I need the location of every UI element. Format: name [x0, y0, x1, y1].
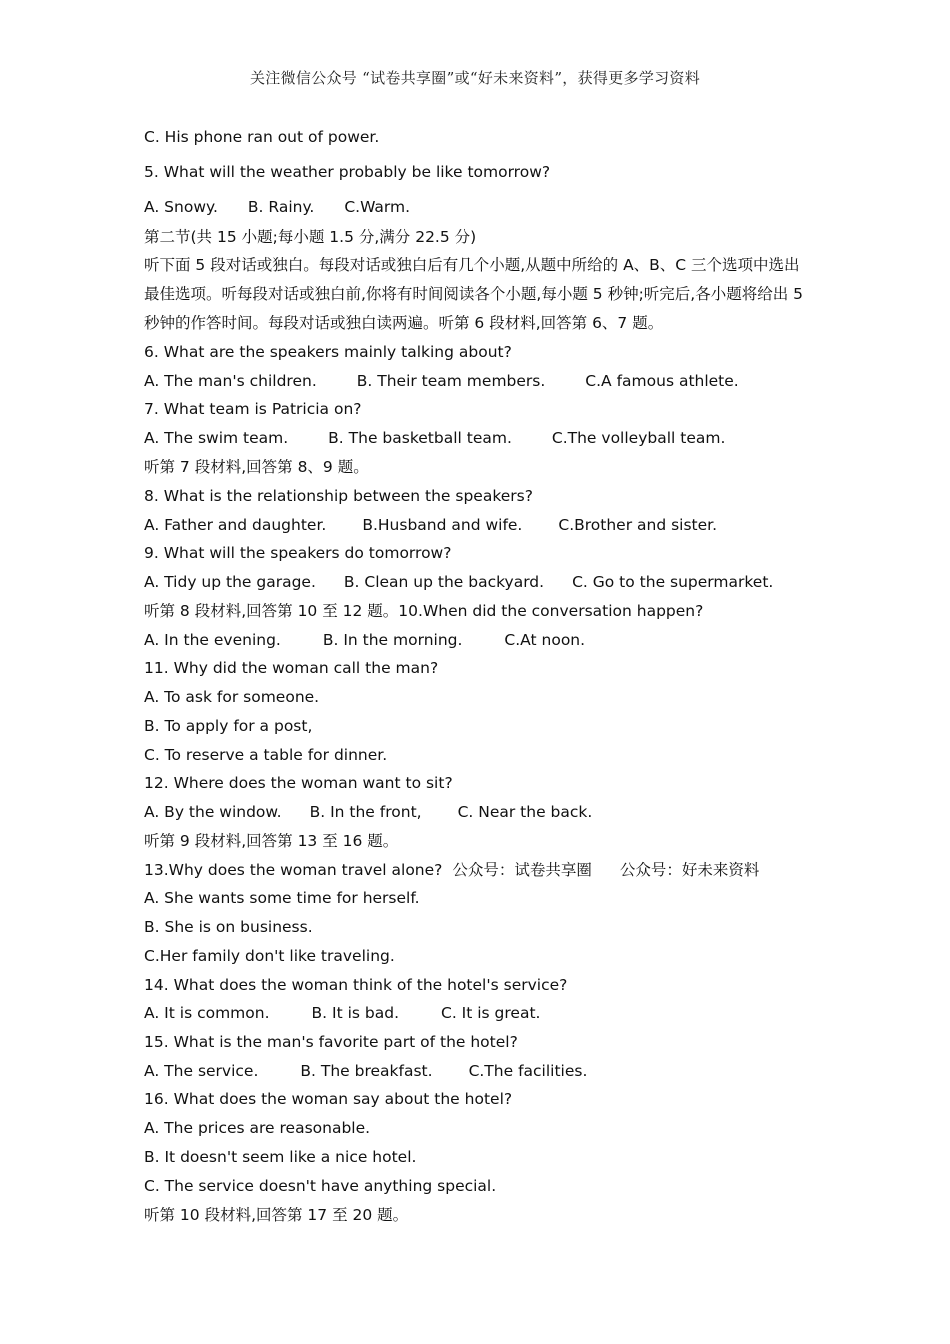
question-13-option-a: A. She wants some time for herself. [144, 889, 420, 907]
option-b: B. In the morning. [322, 631, 463, 649]
section-heading: 第二节(共 15 小题;每小题 1.5 分,满分 22.5 分) [144, 228, 477, 246]
question-14: 14. What does the woman think of the hotel's service? [144, 976, 568, 994]
question-10-options [144, 630, 824, 650]
option-c: C.The volleyball team. [551, 429, 726, 447]
question-5: 5. What will the weather probably be like tomorrow? [144, 163, 551, 181]
material-9-instruction: 听第 9 段材料,回答第 13 至 16 题。 [144, 832, 399, 850]
option-c: C.Warm. [344, 198, 411, 216]
question-11: 11. Why did the woman call the man? [144, 659, 439, 677]
question-11-option-a: A. To ask for someone. [144, 688, 320, 706]
question-7: 7. What team is Patricia on? [144, 400, 362, 418]
option-a: A. It is common. [144, 1004, 270, 1022]
option-c: C. Near the back. [457, 803, 593, 821]
option-b: B. It is bad. [311, 1004, 399, 1022]
option-c: C. It is great. [441, 1004, 541, 1022]
question-9-options [144, 572, 824, 592]
option-a: A. Father and daughter. [144, 516, 327, 534]
option-a: A. The swim team. [144, 429, 289, 447]
question-11-option-c: C. To reserve a table for dinner. [144, 746, 388, 764]
question-13 [144, 860, 824, 880]
material-8-instruction: 听第 8 段材料,回答第 10 至 12 题。10.When did the conversation happen? [144, 602, 704, 620]
option-c: C.At noon. [504, 631, 586, 649]
option-b: B. Rainy. [247, 198, 315, 216]
question-14-options [144, 1003, 824, 1023]
question-6: 6. What are the speakers mainly talking about? [144, 343, 512, 361]
option-b: B. Their team members. [356, 372, 546, 390]
option-b: B. The breakfast. [300, 1062, 433, 1080]
question-11-option-b: B. To apply for a post, [144, 717, 313, 735]
question-12: 12. Where does the woman want to sit? [144, 774, 453, 792]
option-c: C. Go to the supermarket. [572, 573, 774, 591]
option-a: A. By the window. [144, 803, 282, 821]
option-a: A. The service. [144, 1062, 259, 1080]
question-16: 16. What does the woman say about the hotel? [144, 1090, 513, 1108]
question-16-option-a: A. The prices are reasonable. [144, 1119, 371, 1137]
option-a: A. The man's children. [144, 372, 317, 390]
option-c: C.A famous athlete. [585, 372, 739, 390]
question-13-option-c: C.Her family don't like traveling. [144, 947, 395, 965]
material-7-instruction: 听第 7 段材料,回答第 8、9 题。 [144, 458, 369, 476]
question-8: 8. What is the relationship between the speakers? [144, 487, 533, 505]
question-13-text: 13.Why does the woman travel alone? [144, 861, 443, 879]
option-b: B.Husband and wife. [362, 516, 523, 534]
option-a: A. In the evening. [144, 631, 281, 649]
question-8-options [144, 515, 824, 535]
material-10-instruction: 听第 10 段材料,回答第 17 至 20 题。 [144, 1206, 409, 1224]
option-b: B. The basketball team. [328, 429, 512, 447]
page-header: 关注微信公众号 “试卷共享圈”或“好未来资料”，获得更多学习资料 [249, 69, 701, 87]
question-15-options [144, 1061, 824, 1081]
question-15: 15. What is the man's favorite part of the hotel? [144, 1033, 518, 1051]
option-b: B. Clean up the backyard. [343, 573, 545, 591]
option-b: B. In the front, [309, 803, 422, 821]
question-16-option-b: B. It doesn't seem like a nice hotel. [144, 1148, 417, 1166]
question-12-options [144, 802, 824, 822]
question-6-options [144, 371, 824, 391]
question-5-options [144, 197, 824, 217]
option-c: C.Brother and sister. [558, 516, 718, 534]
watermark-text: 公众号：好未来资料 [619, 861, 760, 879]
option-line: C. His phone ran out of power. [144, 128, 380, 146]
option-a: A. Tidy up the garage. [144, 573, 316, 591]
question-9: 9. What will the speakers do tomorrow? [144, 544, 452, 562]
option-c: C.The facilities. [468, 1062, 588, 1080]
section-instructions: 听下面 5 段对话或独白。每段对话或独白后有几个小题,从题中所给的 A、B、C 三个选项中选出最佳选项。听每段对话或独白前,你将有时间阅读各个小题,每小题 5 秒钟;听完后,各小题将给出 5 秒钟的作答时间。每段对话或独白读两遍。听第 6 段材料,回答第 6、7 题。 [144, 256, 804, 332]
question-7-options [144, 428, 824, 448]
question-13-option-b: B. She is on business. [144, 918, 313, 936]
watermark-text: 公众号：试卷共享圈 [452, 861, 592, 879]
question-16-option-c: C. The service doesn't have anything special. [144, 1177, 497, 1195]
option-a: A. Snowy. [144, 198, 218, 216]
